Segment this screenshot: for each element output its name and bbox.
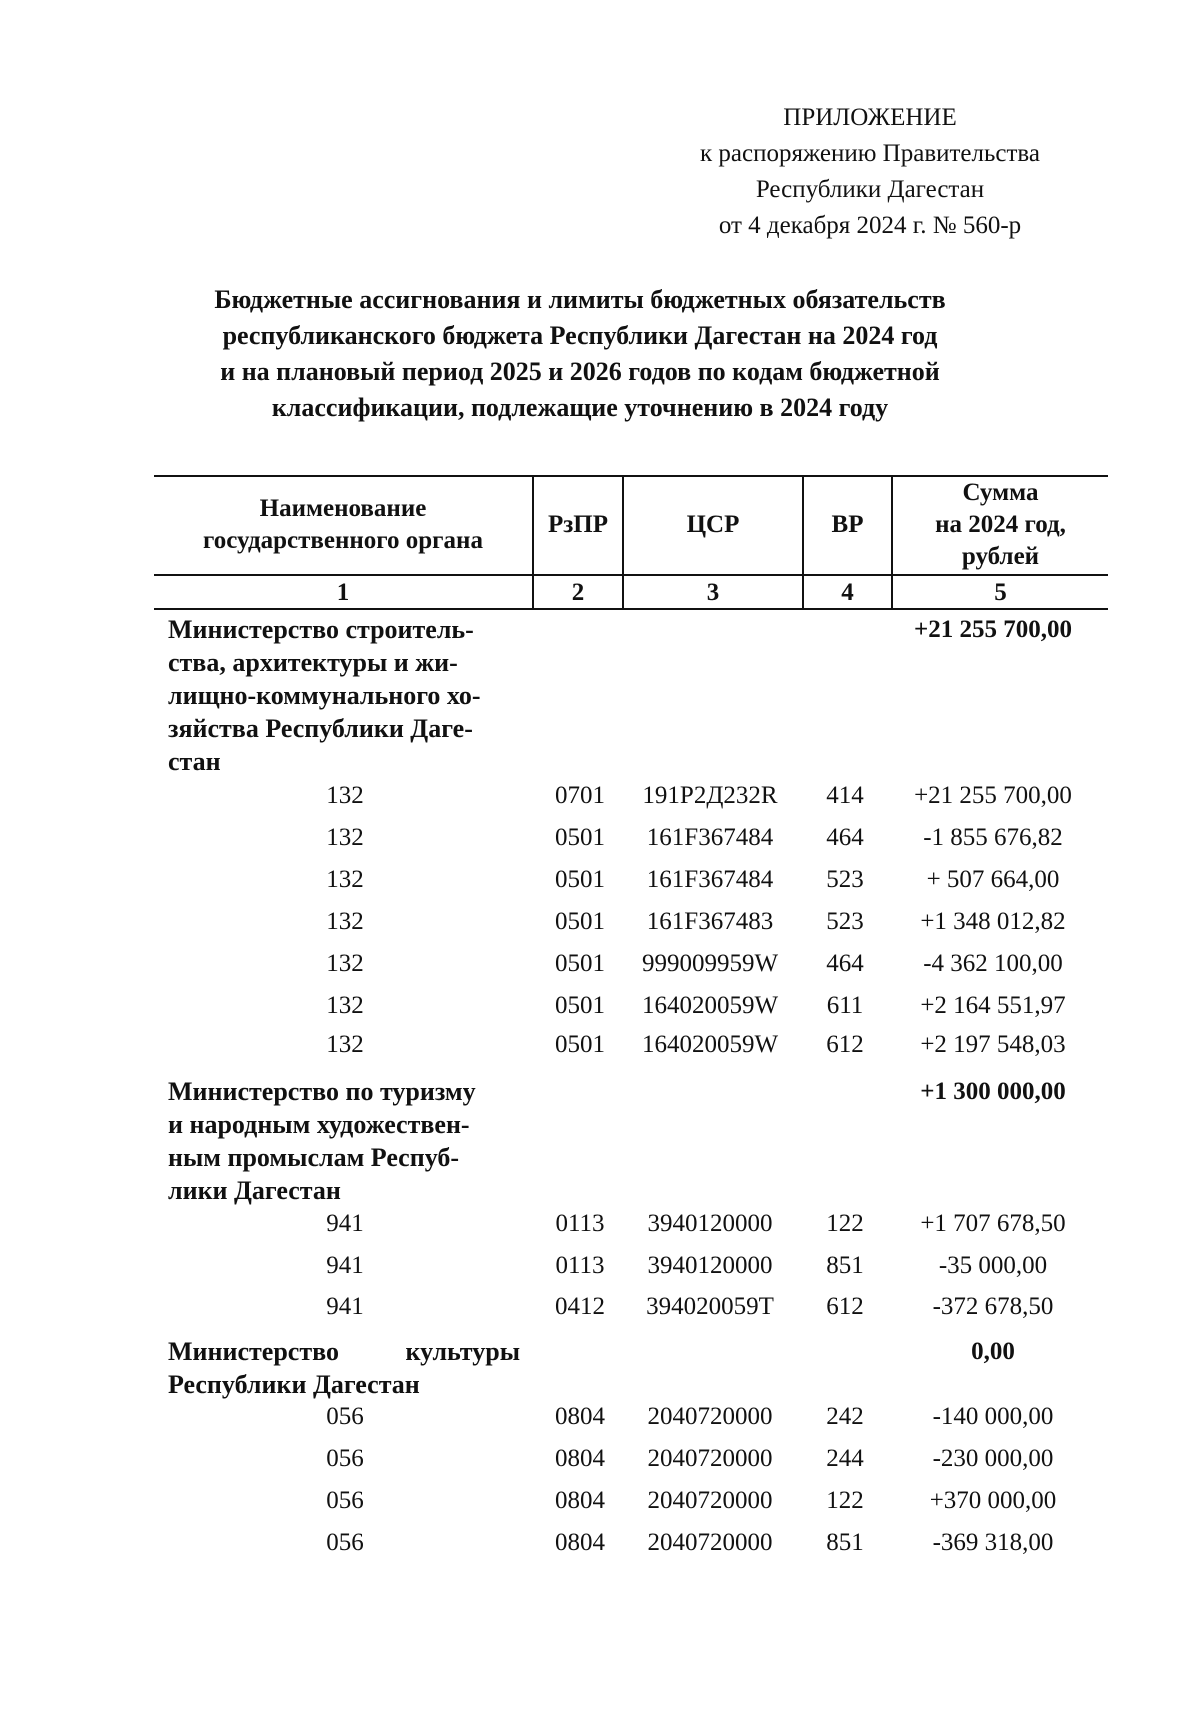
cell-rzpr: 0501 (555, 908, 605, 935)
cell-vr: 464 (826, 950, 864, 977)
cell-vr: 464 (826, 824, 864, 851)
title-line-3: и на плановый период 2025 и 2026 годов по кодам бюджетной (220, 357, 940, 386)
org-total: +1 300 000,00 (920, 1078, 1066, 1105)
cell-vr: 851 (826, 1252, 864, 1279)
org-name-line: Министерство по туризму (168, 1077, 476, 1106)
cell-sum: -4 362 100,00 (923, 950, 1063, 977)
cell-sum: +2 164 551,97 (920, 992, 1066, 1019)
cell-csr: 3940120000 (647, 1210, 773, 1237)
cell-sum: +370 000,00 (929, 1487, 1057, 1514)
table-row (0, 1028, 1200, 1062)
cell-sum: -35 000,00 (938, 1252, 1048, 1279)
cell-code: 056 (326, 1529, 364, 1556)
cell-rzpr: 0113 (555, 1210, 605, 1237)
header-name-line-2: государственного органа (203, 527, 483, 554)
cell-rzpr: 0804 (555, 1487, 605, 1514)
table-row (0, 1290, 1200, 1324)
cell-code: 132 (326, 824, 364, 851)
cell-rzpr: 0501 (555, 1031, 605, 1058)
cell-code: 941 (326, 1293, 364, 1320)
cell-code: 132 (326, 992, 364, 1019)
cell-csr: 161F367483 (646, 908, 774, 935)
cell-csr: 2040720000 (647, 1529, 773, 1556)
appendix-label: ПРИЛОЖЕНИЕ (783, 104, 957, 131)
cell-rzpr: 0804 (555, 1403, 605, 1430)
cell-code: 132 (326, 1031, 364, 1058)
org-total: 0,00 (971, 1338, 1015, 1365)
cell-csr: 999009959W (641, 950, 779, 977)
table-row (0, 1442, 1200, 1476)
cell-sum: -372 678,50 (932, 1293, 1054, 1320)
org-tourism (168, 1075, 520, 1207)
cell-sum: +1 348 012,82 (920, 908, 1066, 935)
cell-vr: 851 (826, 1529, 864, 1556)
cell-code: 132 (326, 782, 364, 809)
document-title (130, 282, 1030, 426)
cell-vr: 242 (826, 1403, 864, 1430)
cell-vr: 414 (826, 782, 864, 809)
cell-code: 056 (326, 1445, 364, 1472)
cell-csr: 3940120000 (647, 1252, 773, 1279)
cell-sum: + 507 664,00 (926, 866, 1060, 893)
org-name-line: лики Дагестан (168, 1176, 341, 1205)
column-number-3: 3 (706, 579, 720, 606)
header-sum-line-2: на 2024 год, (935, 511, 1066, 538)
cell-sum: +1 707 678,50 (920, 1210, 1066, 1237)
table-row (0, 989, 1200, 1023)
header-csr: ЦСР (686, 511, 740, 538)
cell-sum: -369 318,00 (932, 1529, 1054, 1556)
org-construction (168, 613, 520, 778)
header-sum-line-1: Сумма (962, 479, 1039, 506)
cell-csr: 164020059W (641, 1031, 779, 1058)
cell-code: 132 (326, 866, 364, 893)
cell-code: 132 (326, 908, 364, 935)
cell-rzpr: 0501 (555, 950, 605, 977)
table-row (0, 1249, 1200, 1283)
table-row (0, 1400, 1200, 1434)
cell-vr: 612 (826, 1031, 864, 1058)
cell-code: 056 (326, 1487, 364, 1514)
cell-sum: -1 855 676,82 (923, 824, 1063, 851)
appendix-header (640, 100, 1100, 244)
cell-sum: -140 000,00 (932, 1403, 1054, 1430)
cell-vr: 122 (826, 1487, 864, 1514)
cell-csr: 2040720000 (647, 1487, 773, 1514)
cell-vr: 611 (826, 992, 864, 1019)
org-name-line: стан (168, 747, 221, 776)
cell-vr: 523 (826, 866, 864, 893)
table-row (0, 821, 1200, 855)
table-header-rule (154, 574, 1108, 576)
table-row (0, 905, 1200, 939)
cell-rzpr: 0412 (555, 1293, 605, 1320)
cell-vr: 612 (826, 1293, 864, 1320)
cell-rzpr: 0113 (555, 1252, 605, 1279)
table-number-rule (154, 608, 1108, 610)
cell-code: 941 (326, 1252, 364, 1279)
appendix-order-ref: к распоряжению Правительства (699, 140, 1040, 167)
cell-code: 056 (326, 1403, 364, 1430)
org-name-line: Министерство культуры (168, 1337, 520, 1366)
header-name (154, 476, 532, 574)
org-name-line: зяйства Республики Даге- (168, 714, 473, 743)
cell-csr: 191P2Д232R (642, 782, 778, 809)
title-line-4: классификации, подлежащие уточнению в 2024 году (271, 393, 889, 422)
org-name-line: Республики Дагестан (168, 1370, 420, 1399)
cell-csr: 161F367484 (646, 824, 774, 851)
org-total: +21 255 700,00 (914, 616, 1072, 643)
cell-sum: +2 197 548,03 (920, 1031, 1066, 1058)
cell-rzpr: 0804 (555, 1529, 605, 1556)
column-number-5: 5 (994, 579, 1007, 606)
table-row (0, 863, 1200, 897)
cell-vr: 523 (826, 908, 864, 935)
cell-csr: 2040720000 (647, 1445, 773, 1472)
column-number-2: 2 (571, 579, 585, 606)
cell-rzpr: 0501 (555, 824, 605, 851)
header-name-line-1: Наименование (259, 495, 427, 522)
cell-rzpr: 0804 (555, 1445, 605, 1472)
header-sum (893, 476, 1108, 574)
cell-rzpr: 0501 (555, 866, 605, 893)
cell-rzpr: 0501 (555, 992, 605, 1019)
table-row (0, 1484, 1200, 1518)
table-row (0, 1526, 1200, 1560)
cell-vr: 244 (826, 1445, 864, 1472)
cell-csr: 394020059T (646, 1293, 774, 1320)
cell-sum: -230 000,00 (932, 1445, 1054, 1472)
column-number-1: 1 (336, 579, 350, 606)
cell-code: 941 (326, 1210, 364, 1237)
org-name-line: лищно-коммунального хо- (168, 681, 481, 710)
org-name-line: и народным художествен- (168, 1110, 470, 1139)
org-culture (168, 1335, 520, 1401)
table-row (0, 1207, 1200, 1241)
table-row (0, 947, 1200, 981)
header-sum-line-3: рублей (961, 543, 1040, 570)
title-line-1: Бюджетные ассигнования и лимиты бюджетных обязательств (214, 285, 946, 314)
appendix-date-number: от 4 декабря 2024 г. № 560-р (718, 212, 1022, 239)
appendix-government: Республики Дагестан (755, 176, 985, 203)
org-name-line: Министерство строитель- (168, 615, 474, 644)
table-row (0, 779, 1200, 813)
column-number-4: 4 (841, 579, 854, 606)
cell-rzpr: 0701 (555, 782, 605, 809)
header-vr: ВР (831, 511, 864, 538)
org-name-line: ства, архитектуры и жи- (168, 648, 458, 677)
org-name-line: ным промыслам Респуб- (168, 1143, 460, 1172)
title-line-2: республиканского бюджета Республики Дагестан на 2024 год (222, 321, 938, 350)
header-rzpr: РзПР (547, 511, 609, 538)
cell-vr: 122 (826, 1210, 864, 1237)
cell-csr: 164020059W (641, 992, 779, 1019)
cell-code: 132 (326, 950, 364, 977)
cell-csr: 161F367484 (646, 866, 774, 893)
cell-csr: 2040720000 (647, 1403, 773, 1430)
cell-sum: +21 255 700,00 (914, 782, 1072, 809)
